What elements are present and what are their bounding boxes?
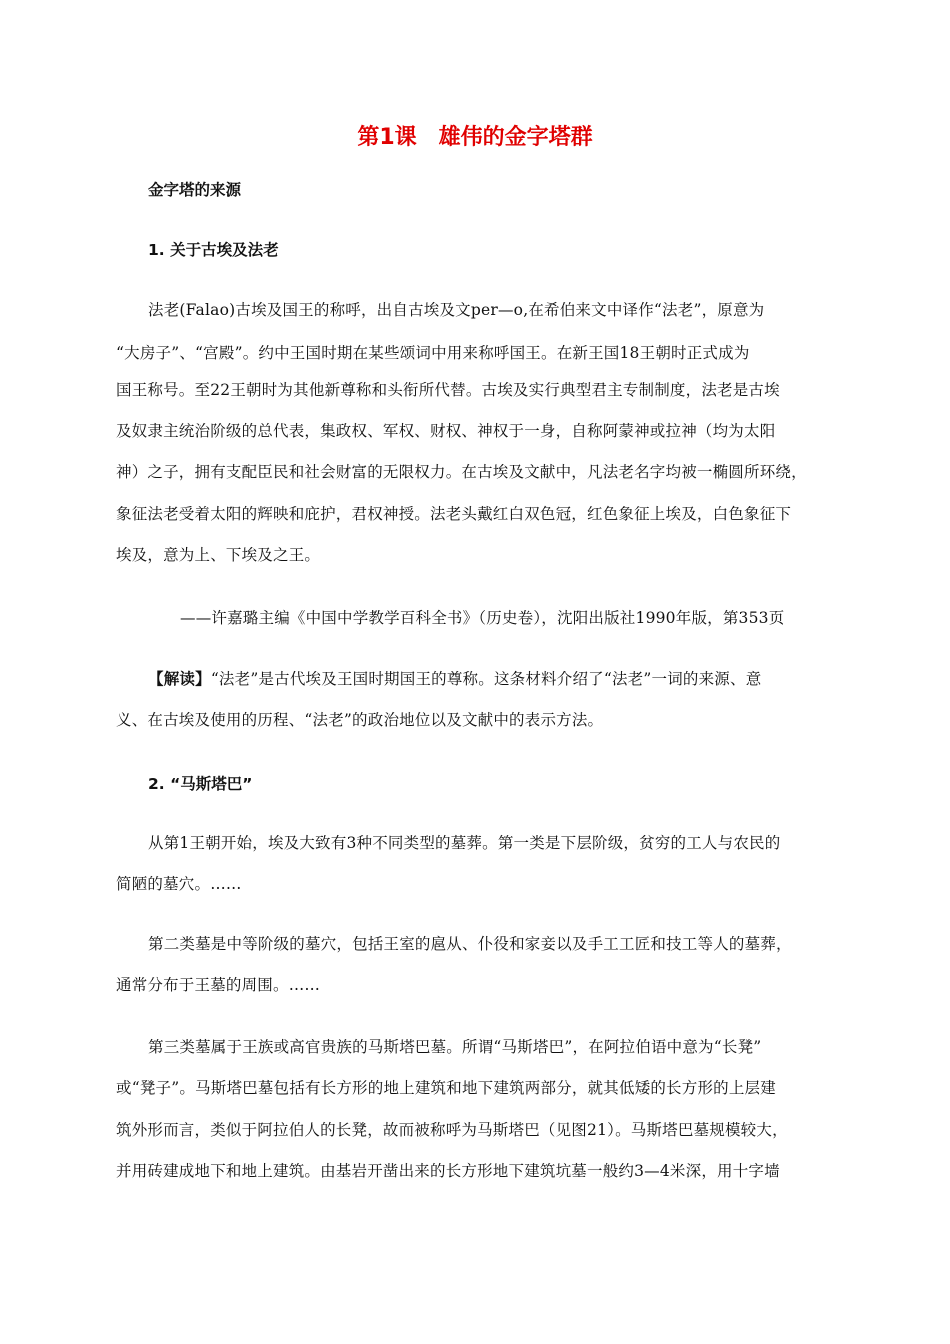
lesson-name: 雄伟的金字塔群 — [438, 125, 593, 150]
lesson-title — [0, 120, 950, 151]
paragraph-line: “大房子”、“宫殿”。约中王国时期在某些颂词中用来称呼国王。在新王国18王朝时正式成为 — [116, 344, 750, 362]
paragraph-line: 从第1王朝开始，埃及大致有3种不同类型的墓葬。第一类是下层阶级，贫穷的工人与农民的 — [148, 834, 781, 852]
paragraph-line: 国王称号。至22王朝时为其他新尊称和头衔所代替。古埃及实行典型君主专制制度，法老是古埃 — [116, 381, 780, 399]
paragraph-line: 第三类墓属于王族或高官贵族的马斯塔巴墓。所谓“马斯塔巴”，在阿拉伯语中意为“长凳” — [148, 1038, 762, 1056]
paragraph-line: 埃及，意为上、下埃及之王。 — [116, 546, 321, 564]
paragraph-line: 神）之子，拥有支配臣民和社会财富的无限权力。在古埃及文献中，凡法老名字均被一椭圆所环绕， — [116, 463, 807, 481]
paragraph-line: 或“凳子”。马斯塔巴墓包括有长方形的地上建筑和地下建筑两部分，就其低矮的长方形的上层建 — [116, 1079, 776, 1097]
interpretation-text: “法老”是古代埃及王国时期国王的尊称。这条材料介绍了“法老”一词的来源、意 — [210, 670, 762, 688]
subsection-heading-2: 2. “马斯塔巴” — [148, 775, 253, 793]
paragraph-line: 通常分布于王墓的周围。…… — [116, 976, 321, 994]
interpretation-label: 【解读】 — [148, 669, 211, 688]
interpretation-line — [148, 667, 761, 689]
interpretation-line: 义、在古埃及使用的历程、“法老”的政治地位以及文献中的表示方法。 — [116, 711, 604, 729]
paragraph-line: 筑外形而言，类似于阿拉伯人的长凳，故而被称呼为马斯塔巴（见图21）。马斯塔巴墓规模较大， — [116, 1121, 788, 1139]
paragraph-line: 及奴隶主统治阶级的总代表，集政权、军权、财权、神权于一身，自称阿蒙神或拉神（均为太阳 — [116, 422, 776, 440]
source-citation: ——许嘉璐主编《中国中学教学百科全书》（历史卷），沈阳出版社1990年版，第353页 — [180, 609, 785, 627]
paragraph-line: 并用砖建成地下和地上建筑。由基岩开凿出来的长方形地下建筑坑墓一般约3—4米深，用十字墙 — [116, 1162, 780, 1180]
lesson-number: 第1课 — [357, 125, 417, 150]
paragraph-line: 法老(Falao)古埃及国王的称呼，出自古埃及文per—o,在希伯来文中译作“法老”，原意为 — [148, 301, 765, 319]
paragraph-line: 第二类墓是中等阶级的墓穴，包括王室的扈从、仆役和家妾以及手工工匠和技工等人的墓葬， — [148, 935, 792, 953]
section-heading: 金字塔的来源 — [148, 181, 242, 199]
subsection-heading-1: 1. 关于古埃及法老 — [148, 241, 279, 259]
paragraph-line: 象征法老受着太阳的辉映和庇护，君权神授。法老头戴红白双色冠，红色象征上埃及，白色象征下 — [116, 505, 792, 523]
paragraph-line: 简陋的墓穴。…… — [116, 875, 242, 893]
